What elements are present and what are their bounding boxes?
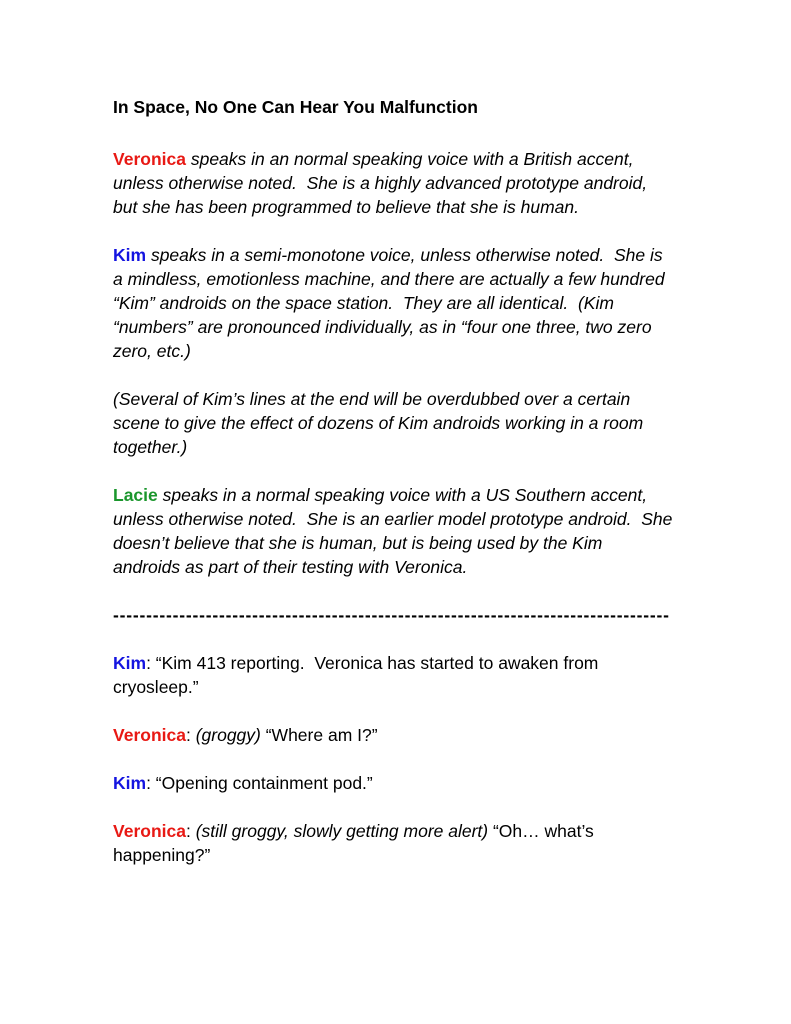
speaker-separator: : xyxy=(146,773,156,793)
production-note xyxy=(113,387,673,459)
character-name-lacie: Lacie xyxy=(113,485,158,505)
character-note-kim xyxy=(113,243,673,363)
speaker-separator: : xyxy=(185,821,196,841)
character-name-veronica: Veronica xyxy=(113,149,186,169)
character-note-lacie xyxy=(113,483,678,579)
speaker-separator: : xyxy=(146,653,156,673)
speaker-name-veronica: Veronica xyxy=(113,725,186,745)
speaker-name-kim: Kim xyxy=(113,773,147,793)
character-note-text: speaks in an normal speaking voice with a British accent, unless otherwise noted. She is a highly advanced prototype android, but she has been programmed to believe that she is human. xyxy=(113,149,652,217)
speaker-name-veronica: Veronica xyxy=(113,821,186,841)
stage-direction: (groggy) xyxy=(195,725,266,745)
speaker-name-kim: Kim xyxy=(113,653,147,673)
character-note-veronica xyxy=(113,147,673,219)
dialogue-line: “Kim 413 reporting. Veronica has started to awaken from cryosleep.” xyxy=(113,653,604,697)
script-title: In Space, No One Can Hear You Malfunction xyxy=(113,97,478,117)
dialogue-row xyxy=(113,819,673,867)
dialogue-row xyxy=(113,771,673,795)
character-name-kim: Kim xyxy=(113,245,147,265)
section-divider-line: ------------------------------------------------------------------------------------ xyxy=(113,605,670,625)
production-note-text: (Several of Kim’s lines at the end will be overdubbed over a certain scene to give the effect of dozens of Kim androids working in a room together.) xyxy=(113,389,649,457)
character-note-text: speaks in a semi-monotone voice, unless otherwise noted. She is a mindless, emotionless machine, and there are actually a few hundred “Kim” androids on the space station. They are all identical. (Kim “numbers” are pronounced individually, as in “four one three, two zero zero, etc.) xyxy=(113,245,670,361)
dialogue-line: “Opening containment pod.” xyxy=(155,773,373,793)
stage-direction: (still groggy, slowly getting more alert) xyxy=(195,821,493,841)
dialogue-row xyxy=(113,651,673,699)
character-note-text: speaks in a normal speaking voice with a US Southern accent, unless otherwise noted. She is an earlier model prototype android. She doesn’t believe that she is human, but is being used by the Kim androids as part of their testing with Veronica. xyxy=(113,485,678,577)
dialogue-line: “Oh… what’s happening?” xyxy=(113,821,599,865)
dialogue-row xyxy=(113,723,673,747)
dialogue-line: “Where am I?” xyxy=(265,725,378,745)
speaker-separator: : xyxy=(185,725,196,745)
